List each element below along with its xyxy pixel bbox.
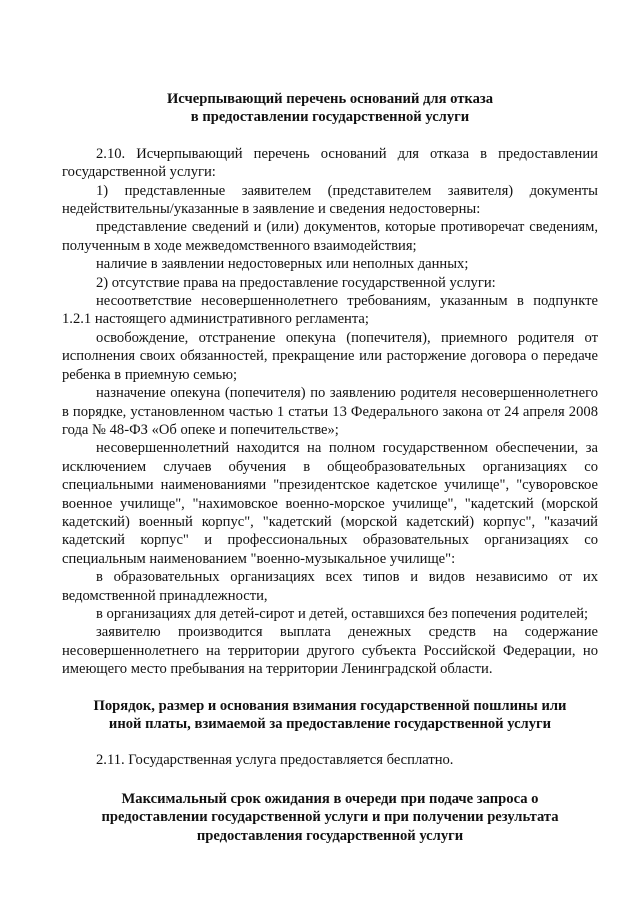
paragraph: несовершеннолетний находится на полном государственном обеспечении, за исключением случаев обучения в общеобразовательных организациях со специальными наименованиями "президентское кадетское училище", "суворовское военное училище", "нахимовское военно-морское училище", "кадетский (морской кадетский) военный корпус", "кадетский (морской кадетский) корпус", "казачий кадетский корпус" и профессиональных образовательных организациях со специальным наименованием "военно-музыкальное училище": [62,440,598,567]
section-body-refusal-grounds [62,145,598,679]
heading-line: Исчерпывающий перечень оснований для отказа [166,91,494,107]
heading-line: предоставлении государственной услуги и при получении результата [101,809,559,826]
heading-line: в предоставлении государственной услуги [190,109,470,126]
heading-line: Максимальный срок ожидания в очереди при подаче запроса о [121,790,539,807]
paragraph: заявителю производится выплата денежных средств на содержание несовершеннолетнего на территории другого субъекта Российской Федерации, но имеющего место пребывания на территории Ленинградской области. [62,624,598,678]
section-heading-queue-time [62,790,598,845]
document-page [62,90,598,845]
heading-line: предоставления государственной услуги [196,827,464,844]
paragraph: назначение опекуна (попечителя) по заявлению родителя несовершеннолетнего в порядке, установленном частью 1 статьи 13 Федерального закона от 24 апреля 2008 года № 48-ФЗ «Об опеке и попечительстве»; [62,385,598,438]
paragraph: 2.10. Исчерпывающий перечень оснований для отказа в предоставлении государственной услуги: [62,145,598,181]
paragraph: несоответствие несовершеннолетнего требованиям, указанным в подпункте 1.2.1 настоящего административного регламента; [62,293,598,328]
paragraph: наличие в заявлении недостоверных или неполных данных; [96,256,469,273]
heading-line: Порядок, размер и основания взимания государственной пошлины или [93,697,567,714]
paragraph: 1) представленные заявителем (представителем заявителя) документы недействительны/указанные в заявление и сведения недостоверны: [62,182,598,218]
paragraph: 2.11. Государственная услуга предоставляется бесплатно. [96,752,454,769]
section-heading-fee [62,697,598,734]
paragraph: в организациях для детей-сирот и детей, оставшихся без попечения родителей; [96,605,589,622]
paragraph: представление сведений и (или) документов, которые противоречат сведениям, полученным в ходе межведомственного взаимодействия; [62,219,598,254]
heading-line: иной платы, взимаемой за предоставление государственной услуги [108,716,552,732]
section-heading-refusal-grounds [62,90,598,127]
paragraph: освобождение, отстранение опекуна (попечителя), приемного родителя от исполнения своих обязанностей, прекращение или расторжение договора о передаче ребенка в приемную семью; [62,329,598,383]
paragraph: в образовательных организациях всех типов и видов независимо от их ведомственной принадлежности, [62,569,598,604]
paragraph: 2) отсутствие права на предоставление государственной услуги: [96,274,496,291]
section-body-fee [62,751,598,769]
